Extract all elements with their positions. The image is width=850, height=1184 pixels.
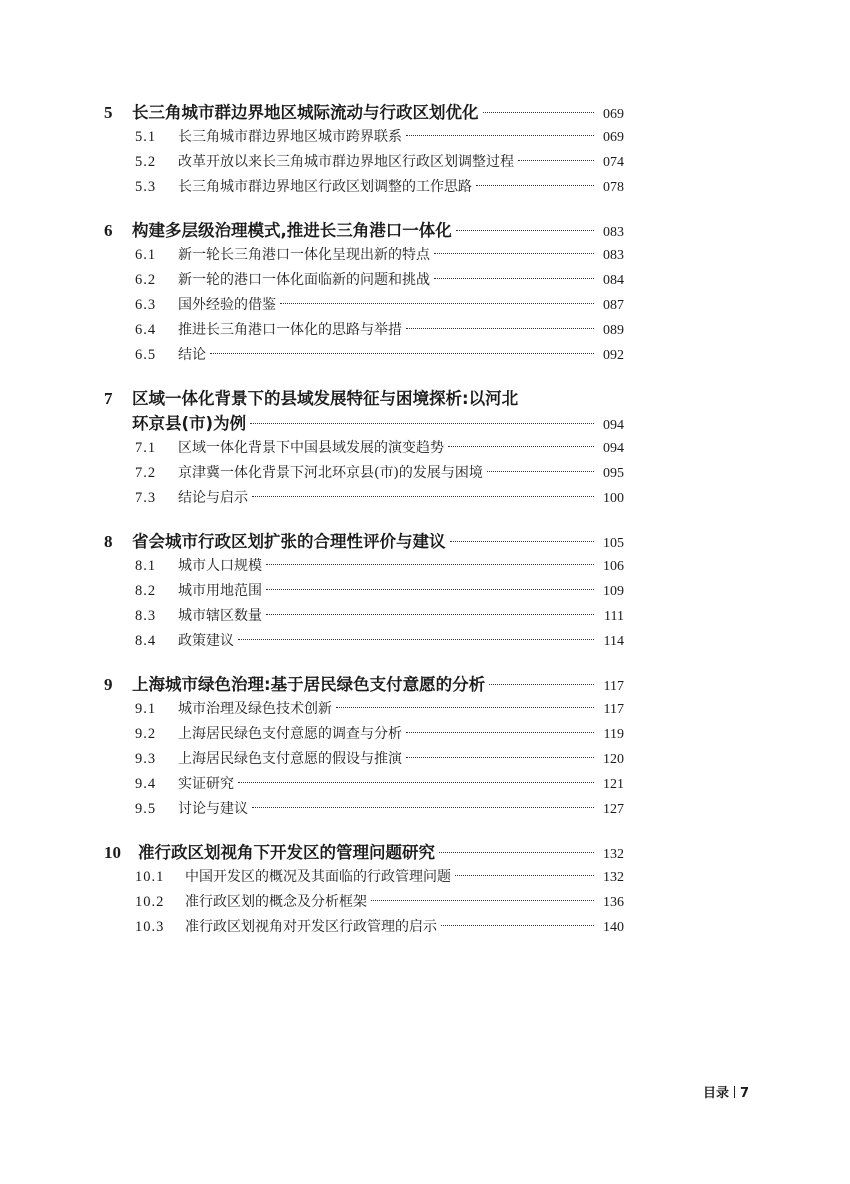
- chapter-heading: [104, 100, 624, 125]
- dot-leader: [250, 423, 594, 424]
- footer-page-number: 7: [740, 1086, 750, 1101]
- toc-chapter: [104, 100, 624, 200]
- chapter-heading: [104, 218, 624, 243]
- dot-leader: [252, 496, 594, 497]
- dot-leader: [455, 875, 594, 876]
- section-title: 上海居民绿色支付意愿的假设与推演: [178, 751, 402, 767]
- section-number: 9.1: [135, 701, 157, 717]
- dot-leader: [406, 757, 594, 758]
- dot-leader: [266, 564, 594, 565]
- section-page-number: 121: [603, 777, 624, 792]
- dot-leader: [406, 135, 594, 136]
- section-page-number: 069: [603, 130, 624, 145]
- dot-leader: [280, 303, 594, 304]
- toc-section-entry: [104, 293, 624, 318]
- chapter-page-number: 094: [603, 418, 624, 433]
- dot-leader: [434, 253, 594, 254]
- table-of-contents: [104, 100, 624, 958]
- section-title: 结论与启示: [178, 490, 248, 506]
- section-number: 8.2: [135, 583, 157, 599]
- toc-chapter: [104, 529, 624, 654]
- section-number: 8.1: [135, 558, 157, 574]
- section-number: 6.4: [135, 322, 157, 338]
- section-title: 中国开发区的概况及其面临的行政管理问题: [185, 869, 451, 885]
- section-title: 新一轮长三角港口一体化呈现出新的特点: [178, 247, 430, 263]
- chapter-title: 长三角城市群边界地区城际流动与行政区划优化: [132, 103, 479, 122]
- section-title: 讨论与建议: [178, 801, 248, 817]
- footer-label: 目录: [703, 1086, 730, 1101]
- dot-leader: [406, 328, 594, 329]
- section-title: 京津冀一体化背景下河北环京县(市)的发展与困境: [178, 465, 483, 481]
- section-page-number: 089: [603, 323, 624, 338]
- section-number: 9.2: [135, 726, 157, 742]
- section-title: 城市治理及绿色技术创新: [178, 701, 332, 717]
- section-number: 9.4: [135, 776, 157, 792]
- section-number: 6.1: [135, 247, 157, 263]
- toc-section-entry: [104, 629, 624, 654]
- section-title: 推进长三角港口一体化的思路与举措: [178, 322, 402, 338]
- chapter-number: 6: [104, 221, 113, 240]
- dot-leader: [518, 160, 594, 161]
- section-page-number: 120: [603, 752, 624, 767]
- section-title: 新一轮的港口一体化面临新的问题和挑战: [178, 272, 430, 288]
- section-page-number: 127: [603, 802, 624, 817]
- toc-section-entry: [104, 243, 624, 268]
- section-number: 6.2: [135, 272, 157, 288]
- dot-leader: [406, 732, 594, 733]
- chapter-heading-continued: [104, 411, 624, 436]
- chapter-heading: [104, 529, 624, 554]
- section-number: 9.5: [135, 801, 157, 817]
- section-page-number: 140: [603, 920, 624, 935]
- section-number: 7.1: [135, 440, 157, 456]
- dot-leader: [476, 185, 594, 186]
- section-page-number: 119: [603, 727, 624, 742]
- toc-section-entry: [104, 343, 624, 368]
- section-title: 改革开放以来长三角城市群边界地区行政区划调整过程: [178, 154, 514, 170]
- chapter-page-number: 105: [603, 536, 624, 551]
- dot-leader: [489, 684, 594, 685]
- toc-section-entry: [104, 579, 624, 604]
- toc-section-entry: [104, 604, 624, 629]
- section-page-number: 094: [603, 441, 624, 456]
- chapter-title: 上海城市绿色治理:基于居民绿色支付意愿的分析: [132, 675, 486, 694]
- dot-leader: [266, 614, 594, 615]
- section-page-number: 084: [603, 273, 624, 288]
- chapter-title: 构建多层级治理模式,推进长三角港口一体化: [132, 221, 452, 240]
- chapter-number: 7: [104, 389, 113, 408]
- toc-section-entry: [104, 554, 624, 579]
- section-title: 实证研究: [178, 776, 234, 792]
- section-page-number: 083: [603, 248, 624, 263]
- dot-leader: [252, 807, 594, 808]
- section-number: 10.2: [135, 894, 165, 910]
- dot-leader: [238, 639, 594, 640]
- section-page-number: 109: [603, 584, 624, 599]
- chapter-number: 10: [104, 843, 121, 862]
- section-number: 8.3: [135, 608, 157, 624]
- section-title: 国外经验的借鉴: [178, 297, 276, 313]
- section-page-number: 106: [603, 559, 624, 574]
- dot-leader: [487, 471, 594, 472]
- toc-chapter: [104, 386, 624, 511]
- section-page-number: 132: [603, 870, 624, 885]
- section-page-number: 111: [604, 609, 624, 624]
- chapter-number: 8: [104, 532, 113, 551]
- page-footer: [703, 1082, 749, 1101]
- section-number: 5.1: [135, 129, 157, 145]
- chapter-number: 5: [104, 103, 113, 122]
- toc-section-entry: [104, 915, 624, 940]
- toc-chapter: [104, 672, 624, 822]
- chapter-number: 9: [104, 675, 113, 694]
- dot-leader: [336, 707, 594, 708]
- section-page-number: 114: [603, 634, 624, 649]
- dot-leader: [371, 900, 594, 901]
- footer-divider: [734, 1086, 735, 1098]
- toc-section-entry: [104, 722, 624, 747]
- toc-section-entry: [104, 747, 624, 772]
- chapter-title: 区域一体化背景下的县域发展特征与困境探析:以河北: [132, 389, 519, 408]
- toc-section-entry: [104, 175, 624, 200]
- section-title: 区域一体化背景下中国县域发展的演变趋势: [178, 440, 444, 456]
- dot-leader: [448, 446, 594, 447]
- section-title: 城市人口规模: [178, 558, 262, 574]
- section-page-number: 074: [603, 155, 624, 170]
- dot-leader: [450, 541, 595, 542]
- toc-section-entry: [104, 268, 624, 293]
- chapter-page-number: 083: [603, 225, 624, 240]
- section-title: 城市用地范围: [178, 583, 262, 599]
- chapter-page-number: 069: [603, 107, 624, 122]
- toc-section-entry: [104, 436, 624, 461]
- toc-section-entry: [104, 697, 624, 722]
- dot-leader: [439, 852, 594, 853]
- toc-section-entry: [104, 772, 624, 797]
- section-page-number: 136: [603, 895, 624, 910]
- section-number: 7.2: [135, 465, 157, 481]
- section-page-number: 095: [603, 466, 624, 481]
- dot-leader: [483, 112, 595, 113]
- toc-section-entry: [104, 461, 624, 486]
- section-page-number: 078: [603, 180, 624, 195]
- toc-section-entry: [104, 797, 624, 822]
- chapter-heading: [104, 672, 624, 697]
- section-page-number: 087: [603, 298, 624, 313]
- section-page-number: 092: [603, 348, 624, 363]
- toc-section-entry: [104, 865, 624, 890]
- section-title: 城市辖区数量: [178, 608, 262, 624]
- toc-section-entry: [104, 486, 624, 511]
- dot-leader: [456, 230, 594, 231]
- section-number: 6.3: [135, 297, 157, 313]
- section-number: 5.3: [135, 179, 157, 195]
- section-title: 长三角城市群边界地区城市跨界联系: [178, 129, 402, 145]
- section-number: 7.3: [135, 490, 157, 506]
- chapter-title: 省会城市行政区划扩张的合理性评价与建议: [132, 532, 446, 551]
- toc-section-entry: [104, 125, 624, 150]
- toc-chapter: [104, 218, 624, 368]
- section-page-number: 117: [603, 702, 624, 717]
- dot-leader: [210, 353, 594, 354]
- chapter-page-number: 132: [603, 847, 624, 862]
- dot-leader: [441, 925, 594, 926]
- chapter-heading: [104, 840, 624, 865]
- section-number: 6.5: [135, 347, 157, 363]
- section-title: 结论: [178, 347, 206, 363]
- dot-leader: [434, 278, 594, 279]
- dot-leader: [266, 589, 594, 590]
- section-number: 9.3: [135, 751, 157, 767]
- toc-section-entry: [104, 150, 624, 175]
- section-title: 准行政区划视角对开发区行政管理的启示: [185, 919, 437, 935]
- section-page-number: 100: [603, 491, 624, 506]
- chapter-page-number: 117: [603, 679, 624, 694]
- section-number: 10.3: [135, 919, 165, 935]
- section-number: 8.4: [135, 633, 157, 649]
- chapter-heading: [104, 386, 624, 411]
- section-title: 长三角城市群边界地区行政区划调整的工作思路: [178, 179, 472, 195]
- section-title: 准行政区划的概念及分析框架: [185, 894, 367, 910]
- section-number: 10.1: [135, 869, 165, 885]
- chapter-title: 准行政区划视角下开发区的管理问题研究: [138, 843, 435, 862]
- toc-section-entry: [104, 318, 624, 343]
- toc-chapter: [104, 840, 624, 940]
- toc-section-entry: [104, 890, 624, 915]
- section-number: 5.2: [135, 154, 157, 170]
- section-title: 上海居民绿色支付意愿的调查与分析: [178, 726, 402, 742]
- chapter-title: 环京县(市)为例: [132, 414, 247, 433]
- section-title: 政策建议: [178, 633, 234, 649]
- dot-leader: [238, 782, 594, 783]
